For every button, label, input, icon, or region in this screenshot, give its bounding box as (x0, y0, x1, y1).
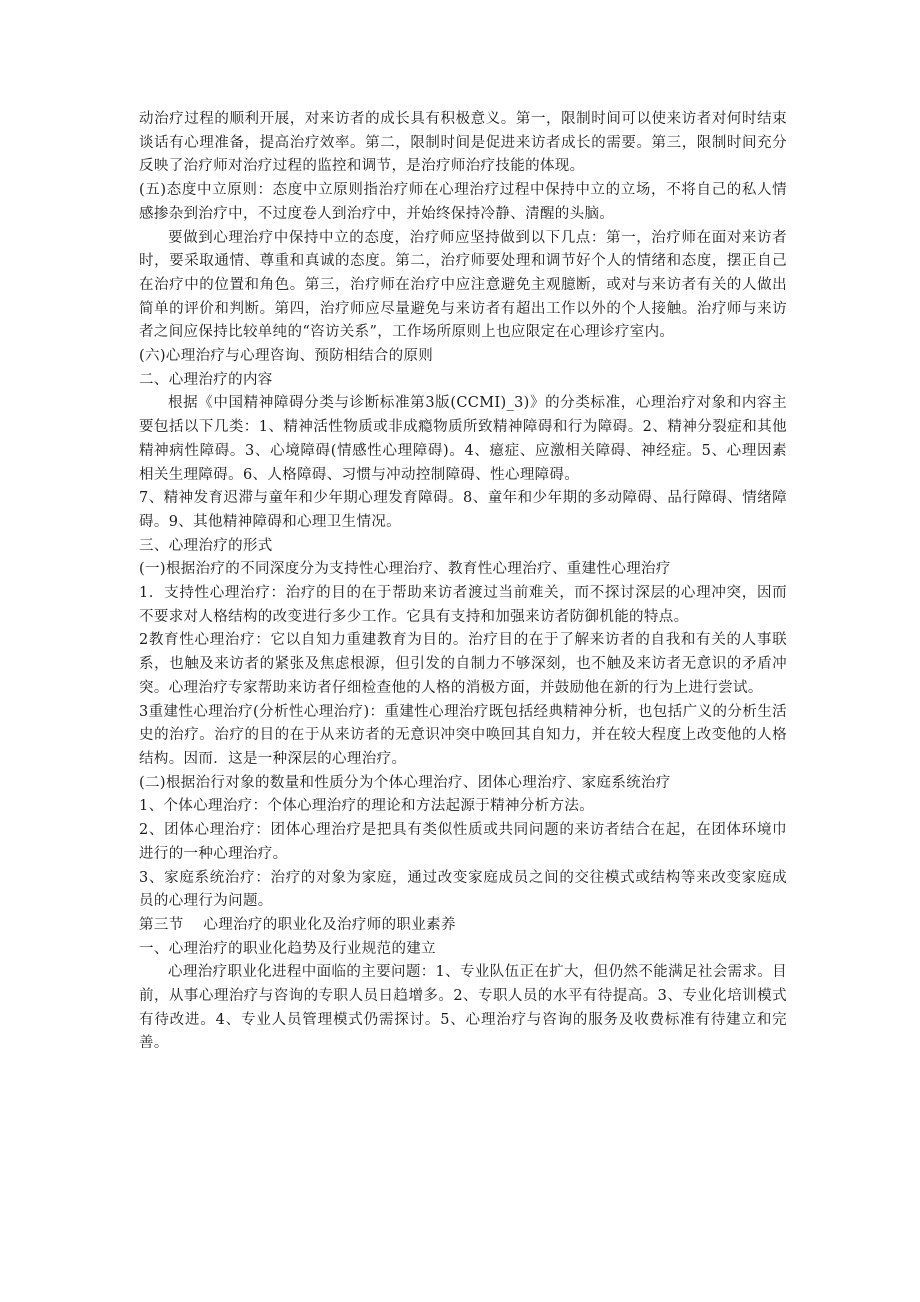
section-heading: (二)根据治行对象的数量和性质分为个体心理治疗、团体心理治疗、家庭系统治疗 (139, 774, 671, 791)
paragraph: 3重建性心理治疗(分析性心理治疗)：重建性心理治疗既包括经典精神分析，也包括广义的分析生活史的治疗。治疗的目的在于从来访者的无意识冲突中唤回其自知力，并在较大程度上改变他的人格结构。因而．这是一种深层的心理治疗。 (139, 703, 787, 767)
section-heading: 三、心理治疗的形式 (139, 537, 273, 554)
paragraph: 7、精神发育迟滞与童年和少年期心理发育障碍。8、童年和少年期的多动障碍、品行障碍、情绪障碍。9、其他精神障碍和心理卫生情况。 (139, 490, 787, 530)
document-body (139, 108, 787, 1056)
chapter-section-heading: 第三节 心理治疗的职业化及治疗师的职业素养 (139, 916, 456, 933)
paragraph: 2教育性心理治疗：它以自知力重建教育为目的。治疗目的在于了解来访者的自我和有关的人事联系，也触及来访者的紧张及焦虑根源，但引发的自制力不够深刻，也不触及来访者无意识的矛盾冲突。心理治疗专家帮助来访者仔细检查他的人格的消极方面，并鼓励他在新的行为上进行尝试。 (139, 632, 787, 696)
paragraph: 心理治疗职业化进程中面临的主要问题：1、专业队伍正在扩大，但仍然不能满足社会需求。目前，从事心理治疗与咨询的专职人员日趋增多。2、专职人员的水平有待提高。3、专业化培训模式有待改进。4、专业人员管理模式仍需探讨。5、心理治疗与咨询的服务及收费标准有待建立和完善。 (139, 964, 787, 1052)
paragraph: 3、家庭系统治疗：治疗的对象为家庭，通过改变家庭成员之间的交往模式或结构等来改变家庭成员的心理行为问题。 (139, 869, 787, 910)
section-heading: 一、心理治疗的职业化趋势及行业规范的建立 (139, 940, 436, 957)
section-heading: (六)心理治疗与心理咨询、预防相结合的原则 (139, 348, 434, 365)
paragraph: 1．支持性心理治疗：治疗的目的在于帮助来访者渡过当前难关，而不探讨深层的心理冲突，因而不要求对人格结构的改变进行多少工作。它具有支持和加强来访者防御机能的特点。 (139, 585, 787, 625)
paragraph: 动治疗过程的顺利开展，对来访者的成长具有积极意义。第一，限制时间可以使来访者对何时结束谈话有心理准备，提高治疗效率。第二，限制时间是促进来访者成长的需要。第三，限制时间充分反映了治疗师对治疗过程的监控和调节，是治疗师治疗技能的体现。 (139, 111, 787, 175)
section-heading: 二、心理治疗的内容 (139, 371, 273, 388)
paragraph: 根据《中国精神障碍分类与诊断标准第3版(CCMI)_3)》的分类标准，心理治疗对象和内容主要包括以下几类：1、精神活性物质或非成瘾物质所致精神障碍和行为障碍。2、精神分裂症和其他精神病性障碍。3、心境障碍(情感性心理障碍)。4、癔症、应激相关障碍、神经症。5、心理因素相关生理障碍。6、人格障碍、习惯与冲动控制障碍、性心理障碍。 (139, 395, 787, 483)
paragraph: 要做到心理治疗中保持中立的态度，治疗师应坚持做到以下几点：第一，治疗师在面对来访者时，要采取通情、尊重和真诚的态度。第二，治疗师要处理和调节好个人的情绪和态度，摆正自己在治疗中的位置和角色。第三，治疗师在治疗中应注意避免主观臆断，或对与来访者有关的人做出简单的评价和判断。第四，治疗师应尽量避免与来访者有超出工作以外的个人接触。治疗师与来访者之间应保持比较单纯的“咨访关系”，工作场所原则上也应限定在心理诊疗室内。 (139, 229, 787, 341)
section-heading: (一)根据治疗的不同深度分为支持性心理治疗、教育性心理治疗、重建性心理治疗 (139, 561, 671, 578)
paragraph: 2、团体心理治疗：团体心理治疗是把具有类似性质或共同问题的来访者结合在起，在团体环境巾进行的一种心理治疗。 (139, 822, 787, 862)
paragraph: 1、个体心理治疗：个体心理治疗的理论和方法起源于精神分析方法。 (139, 798, 595, 815)
paragraph: (五)态度中立原则：态度中立原则指治疗师在心理治疗过程中保持中立的立场，不将自己的私人情感掺杂到治疗中，不过度卷人到治疗中，并始终保持冷静、清醒的头脑。 (139, 182, 787, 222)
